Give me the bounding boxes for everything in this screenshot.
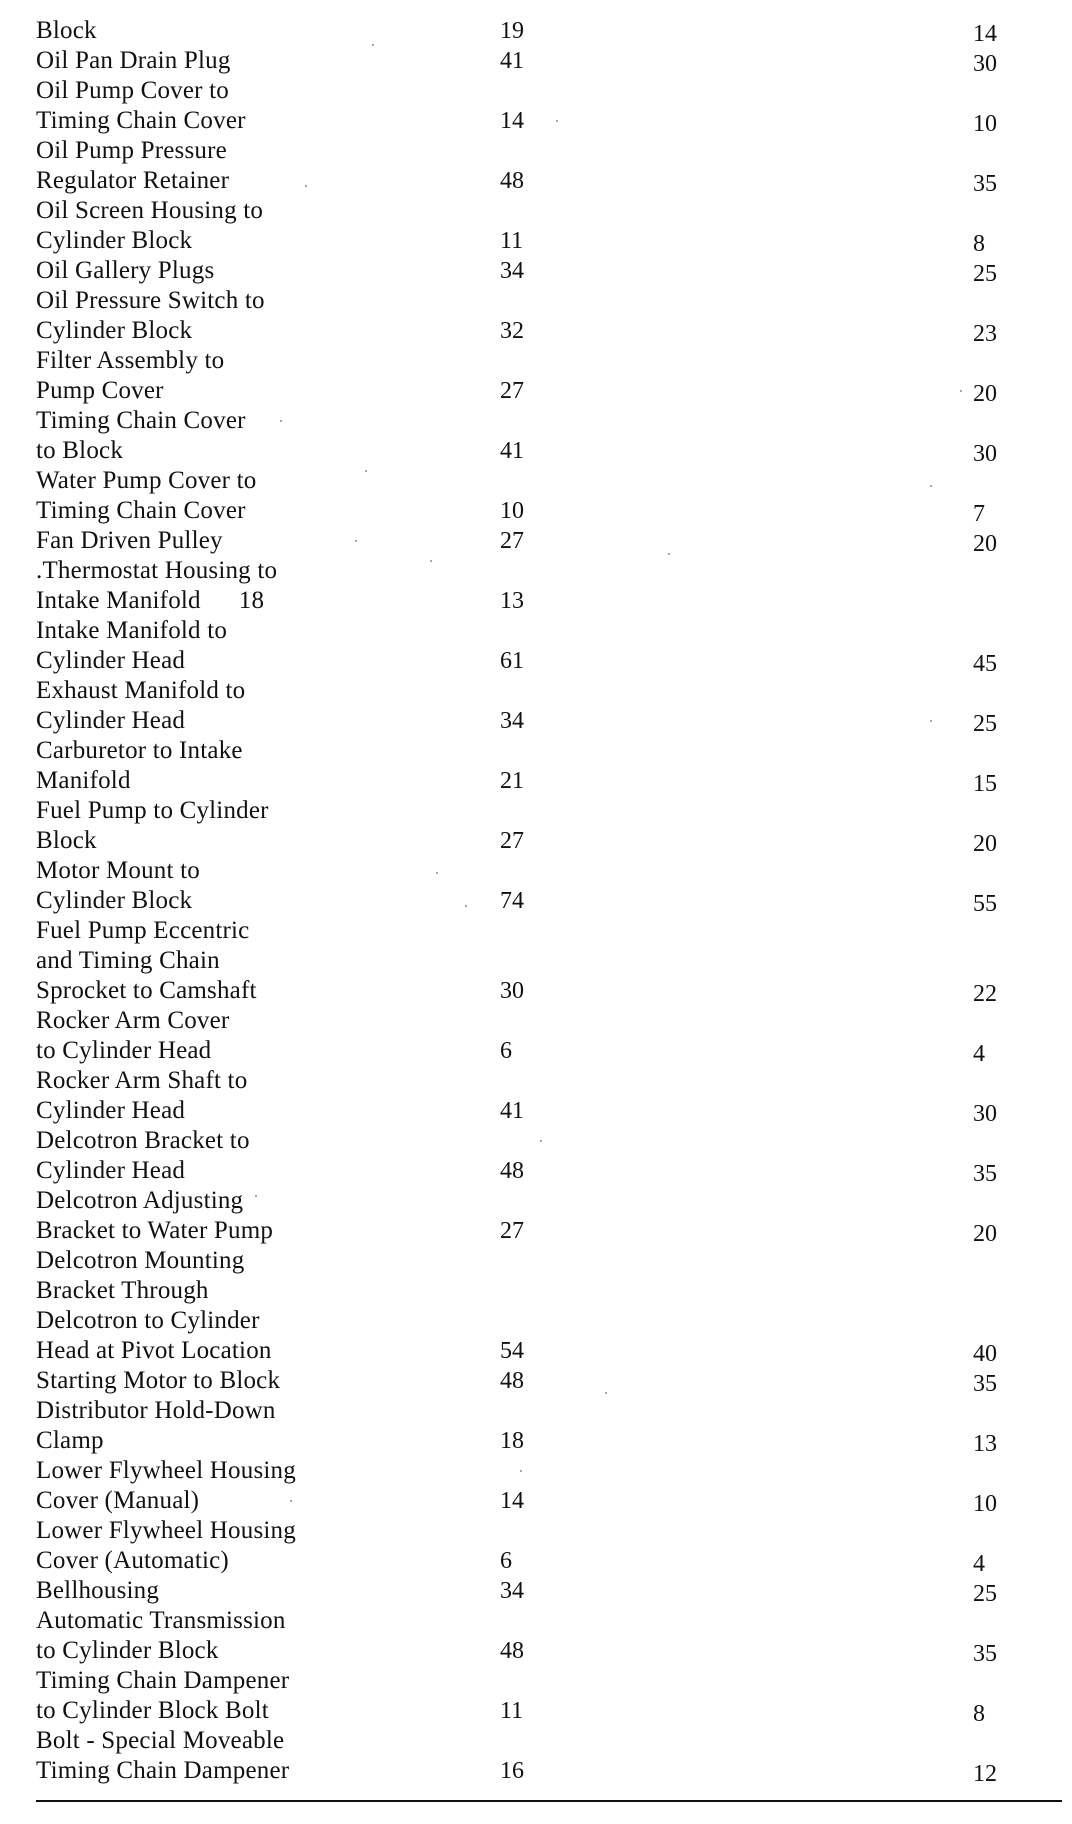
component-label-line — [36, 1306, 260, 1336]
component-label-text: Timing Chain Dampener — [36, 1667, 290, 1694]
torque-ftlb-value: 35 — [973, 1641, 997, 1667]
scan-speck — [280, 420, 282, 422]
component-label-line — [36, 46, 231, 76]
component-label-text: Cover (Automatic) — [36, 1547, 229, 1574]
torque-nm-value: 14 — [500, 1488, 524, 1514]
torque-ftlb-value: 45 — [973, 651, 997, 677]
component-label-text: Cylinder Block — [36, 227, 193, 254]
component-label-line — [36, 766, 131, 796]
component-label-text: .Thermostat Housing to — [36, 557, 278, 584]
component-label-text: Cover (Manual) — [36, 1487, 200, 1514]
component-label-line — [36, 1636, 219, 1666]
component-label-line — [36, 1186, 243, 1216]
component-label-text: Clamp — [36, 1427, 104, 1454]
component-label-line — [36, 1756, 289, 1786]
bottom-rule — [36, 1800, 1062, 1802]
torque-ftlb-value: 22 — [973, 981, 997, 1007]
component-label-text: to Cylinder Block — [36, 1637, 219, 1664]
scan-speck — [355, 540, 357, 542]
component-label-line — [36, 1276, 209, 1306]
scan-speck — [372, 44, 374, 46]
torque-ftlb-value: 15 — [973, 771, 997, 797]
torque-nm-value: 48 — [500, 1638, 524, 1664]
component-label-line — [36, 826, 97, 856]
torque-nm-value: 18 — [500, 1428, 524, 1454]
torque-ftlb-value: 20 — [973, 831, 997, 857]
scan-speck — [430, 560, 432, 562]
component-label-text: Oil Pump Cover to — [36, 77, 229, 104]
component-label-line — [36, 1096, 185, 1126]
torque-nm-value: 27 — [500, 1218, 524, 1244]
component-label-text: Timing Chain Cover — [36, 407, 246, 434]
component-label-text: Lower Flywheel Housing — [36, 1457, 296, 1484]
component-label-line — [36, 76, 229, 106]
scan-speck — [465, 905, 467, 907]
component-label-line — [36, 736, 243, 766]
component-label-line — [36, 1036, 211, 1066]
torque-nm-value: 34 — [500, 708, 524, 734]
component-label-text: Sprocket to Camshaft — [36, 977, 257, 1004]
torque-ftlb-value: 35 — [973, 1161, 997, 1187]
torque-ftlb-value: 10 — [973, 1491, 997, 1517]
torque-ftlb-value: 10 — [973, 111, 997, 137]
torque-ftlb-value: 40 — [973, 1341, 997, 1367]
torque-nm-value: 6 — [500, 1038, 512, 1064]
component-label-text: Fan Driven Pulley — [36, 527, 223, 554]
component-label-text: Block — [36, 827, 97, 854]
component-label-text: Timing Chain Cover — [36, 107, 246, 134]
torque-ftlb-value: 20 — [973, 531, 997, 557]
component-label-line — [36, 616, 227, 646]
component-label-line — [36, 166, 229, 196]
component-label-line — [36, 136, 227, 166]
torque-ftlb-value: 35 — [973, 1371, 997, 1397]
component-label-text: Cylinder Head — [36, 1157, 186, 1184]
scan-speck — [540, 1140, 542, 1142]
component-label-text: Rocker Arm Shaft to — [36, 1067, 248, 1094]
inline-value: 18 — [238, 587, 265, 614]
torque-nm-value: 27 — [500, 378, 524, 404]
component-label-line — [36, 466, 257, 496]
scan-speck — [930, 485, 932, 487]
component-label-line — [36, 946, 220, 976]
torque-nm-value: 30 — [500, 978, 524, 1004]
component-label-line — [36, 256, 214, 286]
component-label-text: Timing Chain Cover — [36, 497, 246, 524]
scan-speck — [290, 1500, 292, 1502]
component-label-line — [36, 1336, 272, 1366]
component-label-text: Pump Cover — [36, 377, 164, 404]
component-label-text: Block — [36, 17, 97, 44]
component-label-text: Carburetor to Intake — [36, 737, 243, 764]
torque-nm-value: 48 — [500, 168, 524, 194]
component-label-text: Timing Chain Dampener — [36, 1757, 290, 1784]
torque-ftlb-value: 25 — [973, 711, 997, 737]
component-label-text: Fuel Pump Eccentric — [36, 917, 250, 944]
component-label-line — [36, 796, 269, 826]
component-label-line — [36, 706, 185, 736]
component-label-text: Cylinder Block — [36, 887, 193, 914]
component-label-line — [36, 1156, 185, 1186]
component-label-line — [36, 106, 246, 136]
component-label-line — [36, 1726, 284, 1756]
component-label-line — [36, 526, 223, 556]
component-label-text: Intake Manifold to — [36, 617, 228, 644]
component-label-text: Fuel Pump to Cylinder — [36, 797, 269, 824]
component-label-line — [36, 1696, 269, 1726]
torque-ftlb-value: 30 — [973, 441, 997, 467]
torque-ftlb-value: 25 — [973, 261, 997, 287]
scan-speck — [960, 390, 962, 392]
component-label-line — [36, 916, 249, 946]
component-label-line — [36, 976, 257, 1006]
torque-ftlb-value: 20 — [973, 1221, 997, 1247]
component-label-text: Delcotron Bracket to — [36, 1127, 250, 1154]
component-label-text: Oil Screen Housing to — [36, 197, 264, 224]
torque-ftlb-value: 30 — [973, 51, 997, 77]
component-label-text: Lower Flywheel Housing — [36, 1517, 296, 1544]
torque-ftlb-value: 4 — [973, 1041, 985, 1067]
component-label-text: Starting Motor to Block — [36, 1367, 281, 1394]
scan-speck — [556, 120, 558, 122]
component-label-line — [36, 196, 263, 226]
torque-nm-value: 34 — [500, 1578, 524, 1604]
scan-speck — [365, 470, 367, 472]
scan-speck — [668, 553, 670, 555]
torque-ftlb-value: 25 — [973, 1581, 997, 1607]
scan-speck — [255, 1195, 257, 1197]
component-label-text: Cylinder Head — [36, 1097, 186, 1124]
component-label-line — [36, 316, 192, 346]
component-label-line — [36, 1006, 229, 1036]
component-label-line — [36, 676, 245, 706]
torque-nm-value: 11 — [500, 228, 524, 254]
torque-nm-value: 41 — [500, 48, 524, 74]
torque-nm-value: 48 — [500, 1368, 524, 1394]
component-label-line — [36, 586, 264, 616]
component-label-text: Intake Manifold — [36, 587, 201, 614]
component-label-text: Distributor Hold-Down — [36, 1397, 276, 1424]
torque-ftlb-value: 20 — [973, 381, 997, 407]
component-label-line — [36, 346, 224, 376]
component-label-line — [36, 1666, 289, 1696]
scan-speck — [605, 1392, 607, 1394]
component-label-text: Oil Pan Drain Plug — [36, 47, 231, 74]
component-label-line — [36, 856, 200, 886]
torque-nm-value: 32 — [500, 318, 524, 344]
component-label-text: Head at Pivot Location — [36, 1337, 272, 1364]
component-label-text: Delcotron to Cylinder — [36, 1307, 260, 1334]
component-label-line — [36, 1516, 296, 1546]
torque-nm-value: 41 — [500, 438, 524, 464]
torque-nm-value: 10 — [500, 498, 524, 524]
component-label-line — [36, 16, 97, 46]
torque-ftlb-value: 30 — [973, 1101, 997, 1127]
torque-nm-value: 27 — [500, 828, 524, 854]
scan-speck — [436, 872, 438, 874]
component-label-line — [36, 1066, 247, 1096]
torque-nm-value: 13 — [500, 588, 524, 614]
component-label-line — [36, 376, 164, 406]
torque-nm-value: 27 — [500, 528, 524, 554]
component-label-text: Filter Assembly to — [36, 347, 225, 374]
component-label-text: to Block — [36, 437, 124, 464]
torque-nm-value: 19 — [500, 18, 524, 44]
component-label-line — [36, 1606, 286, 1636]
component-label-text: to Cylinder Block Bolt — [36, 1697, 269, 1724]
component-label-line — [36, 1366, 280, 1396]
torque-ftlb-value: 12 — [973, 1761, 997, 1787]
torque-nm-value: 48 — [500, 1158, 524, 1184]
torque-nm-value: 61 — [500, 648, 524, 674]
component-label-line — [36, 1426, 104, 1456]
component-label-text: Bolt - Special Moveable — [36, 1727, 285, 1754]
component-label-text: Delcotron Adjusting — [36, 1187, 244, 1214]
torque-nm-value: 21 — [500, 768, 524, 794]
component-label-line — [36, 436, 123, 466]
component-label-line — [36, 1246, 244, 1276]
torque-ftlb-value: 55 — [973, 891, 997, 917]
torque-ftlb-value: 13 — [973, 1431, 997, 1457]
component-label-line — [36, 496, 246, 526]
component-label-text: Oil Pump Pressure — [36, 137, 227, 164]
torque-nm-value: 6 — [500, 1548, 512, 1574]
scan-speck — [520, 1470, 522, 1472]
component-label-text: Bracket to Water Pump — [36, 1217, 274, 1244]
torque-ftlb-value: 14 — [973, 21, 997, 47]
torque-nm-value: 34 — [500, 258, 524, 284]
torque-nm-value: 14 — [500, 108, 524, 134]
component-label-text: Oil Pressure Switch to — [36, 287, 265, 314]
torque-ftlb-value: 8 — [973, 231, 985, 257]
component-label-line — [36, 226, 192, 256]
torque-nm-value: 41 — [500, 1098, 524, 1124]
component-label-line — [36, 1456, 296, 1486]
torque-nm-value: 11 — [500, 1698, 524, 1724]
component-label-text: Bracket Through — [36, 1277, 209, 1304]
torque-nm-value: 74 — [500, 888, 524, 914]
component-label-line — [36, 646, 185, 676]
component-label-line — [36, 1486, 199, 1516]
component-label-line — [36, 886, 192, 916]
torque-ftlb-value: 7 — [973, 501, 985, 527]
component-label-text: Manifold — [36, 767, 131, 794]
torque-ftlb-value: 8 — [973, 1701, 985, 1727]
component-label-text: Regulator Retainer — [36, 167, 230, 194]
torque-nm-value: 54 — [500, 1338, 524, 1364]
component-label-line — [36, 1216, 273, 1246]
component-label-line — [36, 556, 277, 586]
component-label-text: Automatic Transmission — [36, 1607, 286, 1634]
torque-ftlb-value: 35 — [973, 171, 997, 197]
component-label-text: Exhaust Manifold to — [36, 677, 246, 704]
component-label-line — [36, 1576, 159, 1606]
torque-ftlb-value: 4 — [973, 1551, 985, 1577]
component-label-text: Rocker Arm Cover — [36, 1007, 230, 1034]
component-label-text: Motor Mount to — [36, 857, 200, 884]
component-label-text: Bellhousing — [36, 1577, 160, 1604]
component-label-text: Cylinder Block — [36, 317, 193, 344]
component-label-text: Water Pump Cover to — [36, 467, 257, 494]
scan-speck — [930, 720, 932, 722]
component-label-text: Delcotron Mounting — [36, 1247, 245, 1274]
torque-ftlb-value: 23 — [973, 321, 997, 347]
component-label-text: Oil Gallery Plugs — [36, 257, 215, 284]
component-label-text: and Timing Chain — [36, 947, 220, 974]
torque-nm-value: 16 — [500, 1758, 524, 1784]
component-label-text: Cylinder Head — [36, 647, 186, 674]
component-label-line — [36, 406, 246, 436]
component-label-line — [36, 1396, 276, 1426]
component-label-line — [36, 1126, 250, 1156]
component-label-text: Cylinder Head — [36, 707, 186, 734]
component-label-text: to Cylinder Head — [36, 1037, 212, 1064]
component-label-line — [36, 286, 265, 316]
scan-speck — [305, 185, 307, 187]
component-label-line — [36, 1546, 229, 1576]
